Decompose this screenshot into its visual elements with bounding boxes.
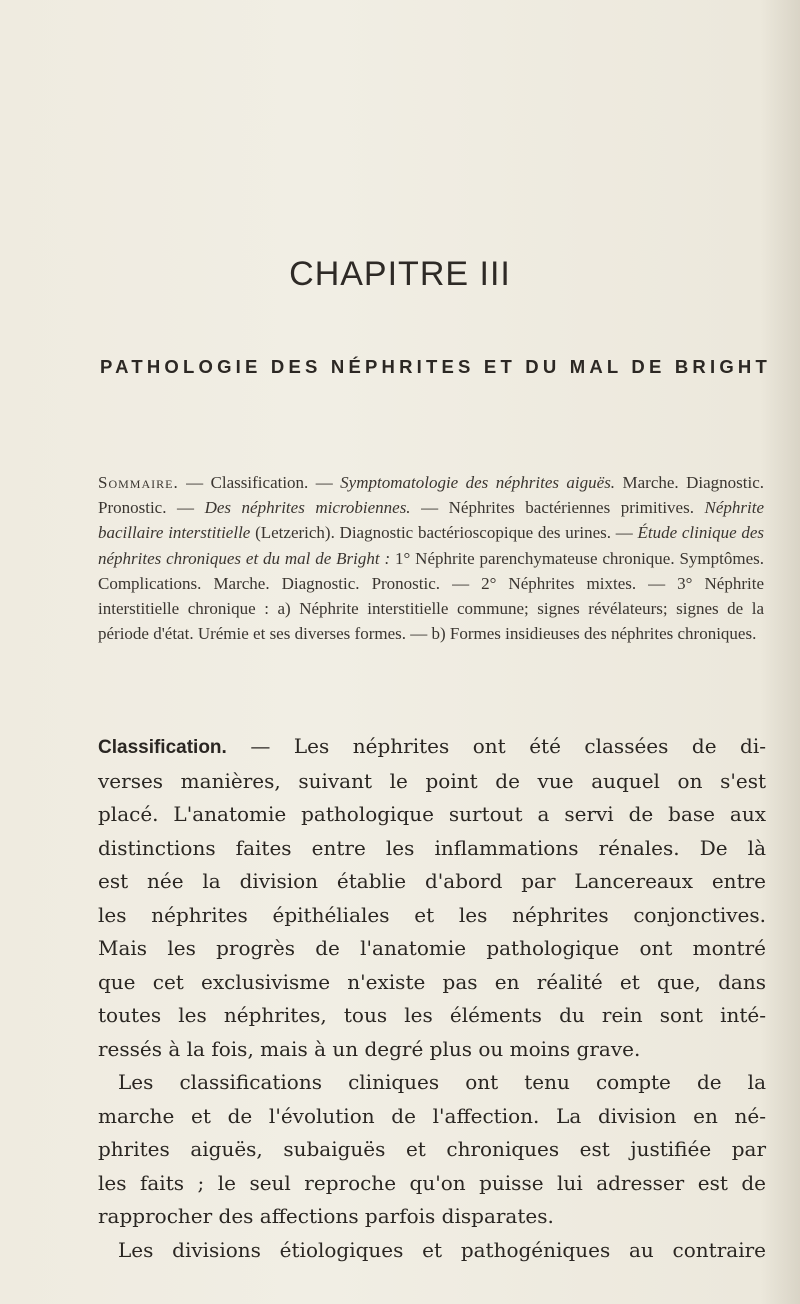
paragraph-2 [98, 1066, 766, 1234]
text-line: toutes les néphrites, tous les éléments du rein sont inté- [98, 1003, 766, 1027]
summary-text-2: Marche. Diagnostic. Pronostic. — [98, 473, 764, 518]
summary-text-4: (Letzerich). Diagnostic bactérioscopique des urines. — [250, 523, 638, 543]
chapter-subtitle: PATHOLOGIE DES NÉPHRITES ET DU MAL DE BRIGHT [100, 356, 771, 377]
summary-italic-1: Symptomatologie des néphrites aiguës. [340, 473, 616, 492]
summary-italic-4: Étude clinique des néphrites chroniques et du mal de Bright : [98, 523, 765, 568]
summary-italic-2: Des néphrites microbiennes. [204, 498, 411, 518]
section-runin-heading: Classification. [98, 737, 227, 758]
paragraph-3 [98, 1234, 766, 1268]
chapter-summary [98, 470, 764, 646]
text-line: Les classifications cliniques ont tenu compte de la [118, 1070, 766, 1094]
summary-text-1: — Classification. — [178, 473, 341, 492]
text-line-part: — Les néphrites ont été classées de di- [226, 734, 766, 758]
text-line: marche et de l'évolution de l'affection. La division en né- [98, 1103, 766, 1128]
body-text [98, 730, 766, 1267]
summary-text-5: 1° Néphrite parenchymateuse chronique. Symptômes. Complications. Marche. Diagnostic. Pronostic. — 2° Néphrites mixtes. — 3° Néphrite interstitielle chronique : a) Néphrite interstitielle commune; signes révélateurs; signes de la période d'état. Urémie et ses diverses formes. — b) Formes insidieuses des néphrites chroniques. [98, 548, 765, 644]
chapter-title: CHAPITRE III [289, 255, 511, 293]
text-line: verses manières, suivant le point de vue auquel on s'est [98, 768, 766, 793]
text-line: les faits ; le seul reproche qu'on puisse lui adresser est de [98, 1170, 766, 1195]
summary-label: Sommaire. [98, 473, 179, 492]
text-line: distinctions faites entre les inflammations rénales. De là [98, 835, 766, 860]
text-line: Mais les progrès de l'anatomie pathologique ont montré [98, 936, 766, 960]
text-line: rapprocher des affections parfois disparates. [98, 1204, 554, 1228]
text-line: que cet exclusivisme n'existe pas en réalité et que, dans [98, 969, 766, 994]
text-line: les néphrites épithéliales et les néphrites conjonctives. [98, 902, 766, 927]
text-line: placé. L'anatomie pathologique surtout a servi de base aux [98, 802, 766, 826]
text-line: est née la division établie d'abord par Lancereaux entre [98, 869, 766, 893]
text-line [98, 730, 766, 765]
text-line: ressés à la fois, mais à un degré plus ou moins grave. [98, 1036, 641, 1061]
summary-italic-3: Néphrite bacillaire interstitielle [98, 498, 764, 543]
text-line: phrites aiguës, subaiguës et chroniques est justifiée par [98, 1137, 766, 1161]
text-line: Les divisions étiologiques et pathogéniques au contraire [118, 1237, 766, 1262]
paragraph-1 [98, 730, 766, 1066]
summary-text-3: — Néphrites bactériennes primitives. [410, 498, 705, 518]
